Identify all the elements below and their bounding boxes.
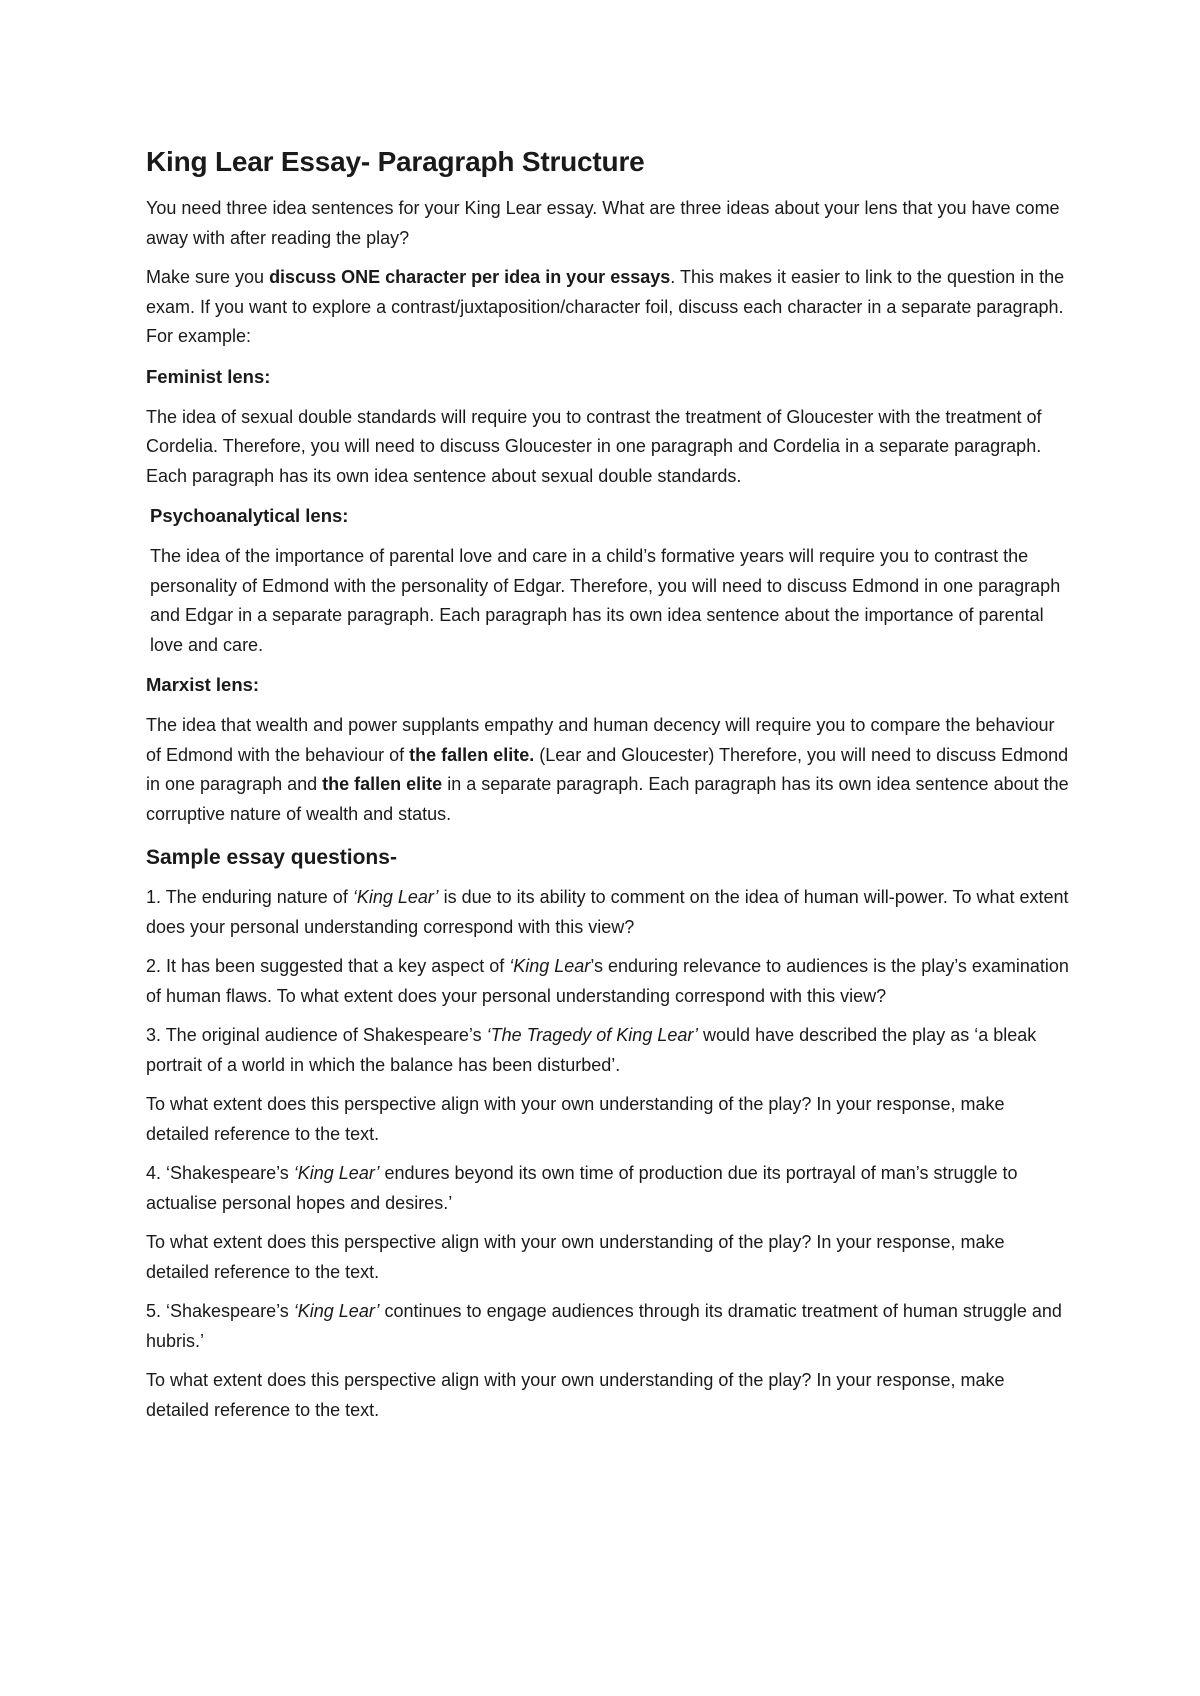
lens-heading-psychoanalytical: Psychoanalytical lens: <box>150 505 349 526</box>
question-4-followup: To what extent does this perspective align with your own understanding of the play? In your response, make detailed reference to the text. <box>146 1232 1005 1282</box>
lens-heading-feminist: Feminist lens: <box>146 365 271 387</box>
lens-body-psychoanalytical: The idea of the importance of parental love and care in a child’s formative years will require you to contrast the personality of Edmond with the personality of Edgar. Therefore, you will need to discuss Edmond in one paragraph and Edgar in a separate paragraph. Each paragraph has its own idea sentence about the importance of parental love and care. <box>150 546 1061 655</box>
question-5-prefix: 5. ‘Shakespeare’s <box>146 1301 294 1321</box>
question-1-prefix: 1. The enduring nature of <box>146 887 353 907</box>
instruction-paragraph <box>146 263 1071 352</box>
question-3-suffix: would have described the play as ‘a bleak portrait of a world in which the balance has been disturbed’. <box>146 1025 1037 1075</box>
question-3-prefix: 3. The original audience of Shakespeare’s <box>146 1025 487 1045</box>
question-4 <box>146 1159 1071 1218</box>
marxist-text-2: (Lear and Gloucester) Therefore, you will need to discuss Edmond in one paragraph and <box>146 744 1069 794</box>
lens-body-feminist: The idea of sexual double standards will require you to contrast the treatment of Gloucester with the treatment of Cordelia. Therefore, you will need to discuss Gloucester in one paragraph and Cordelia in a separate paragraph. Each paragraph has its own idea sentence about sexual double standards. <box>146 406 1042 486</box>
instruction-emphasis: discuss ONE character per idea in your essays <box>269 267 671 287</box>
marxist-emphasis-1: the fallen elite. <box>409 744 535 765</box>
intro-paragraph: You need three idea sentences for your King Lear essay. What are three ideas about your lens that you have come away with after reading the play? <box>146 198 1060 248</box>
question-3-title: ‘The Tragedy of King Lear’ <box>486 1025 699 1045</box>
question-1-suffix: is due to its ability to comment on the idea of human will-power. To what extent does your personal understanding correspond with this view? <box>146 887 1069 937</box>
question-4-prefix: 4. ‘Shakespeare’s <box>146 1163 294 1183</box>
question-2 <box>146 952 1071 1011</box>
question-1 <box>146 883 1071 942</box>
question-5-suffix: continues to engage audiences through its dramatic treatment of human struggle and hubris.’ <box>146 1301 1062 1351</box>
instruction-text-after: . This makes it easier to link to the question in the exam. If you want to explore a contrast/juxtaposition/character foil, discuss each character in a separate paragraph. For example: <box>146 267 1065 346</box>
question-5-followup: To what extent does this perspective align with your own understanding of the play? In your response, make detailed reference to the text. <box>146 1370 1005 1420</box>
question-4-suffix: endures beyond its own time of production due its portrayal of man’s struggle to actualise personal hopes and desires.’ <box>146 1163 1018 1213</box>
question-5-title: ‘King Lear’ <box>293 1301 380 1321</box>
question-5 <box>146 1297 1071 1356</box>
lens-body-marxist <box>146 711 1071 829</box>
question-2-suffix: ’s enduring relevance to audiences is the play’s examination of human flaws. To what extent does your personal understanding correspond with this view? <box>146 956 1069 1006</box>
instruction-text-before: Make sure you <box>146 267 270 287</box>
marxist-text-3: in a separate paragraph. Each paragraph has its own idea sentence about the corruptive nature of wealth and status. <box>146 774 1069 824</box>
marxist-text-1: The idea that wealth and power supplants empathy and human decency will require you to compare the behaviour of Edmond with the behaviour of <box>146 715 1055 765</box>
question-3 <box>146 1021 1071 1080</box>
lens-heading-marxist: Marxist lens: <box>146 674 260 695</box>
question-1-title: ‘King Lear’ <box>352 887 439 907</box>
marxist-emphasis-2: the fallen elite <box>322 774 443 794</box>
question-4-title: ‘King Lear’ <box>293 1163 380 1183</box>
page-title: King Lear Essay- Paragraph Structure <box>146 146 645 177</box>
question-3-followup: To what extent does this perspective align with your own understanding of the play? In your response, make detailed reference to the text. <box>146 1094 1005 1144</box>
question-2-prefix: 2. It has been suggested that a key aspect of <box>146 956 510 976</box>
document-page <box>146 146 1071 1435</box>
questions-heading: Sample essay questions- <box>146 846 397 869</box>
question-2-title: ‘King Lear <box>509 956 591 976</box>
